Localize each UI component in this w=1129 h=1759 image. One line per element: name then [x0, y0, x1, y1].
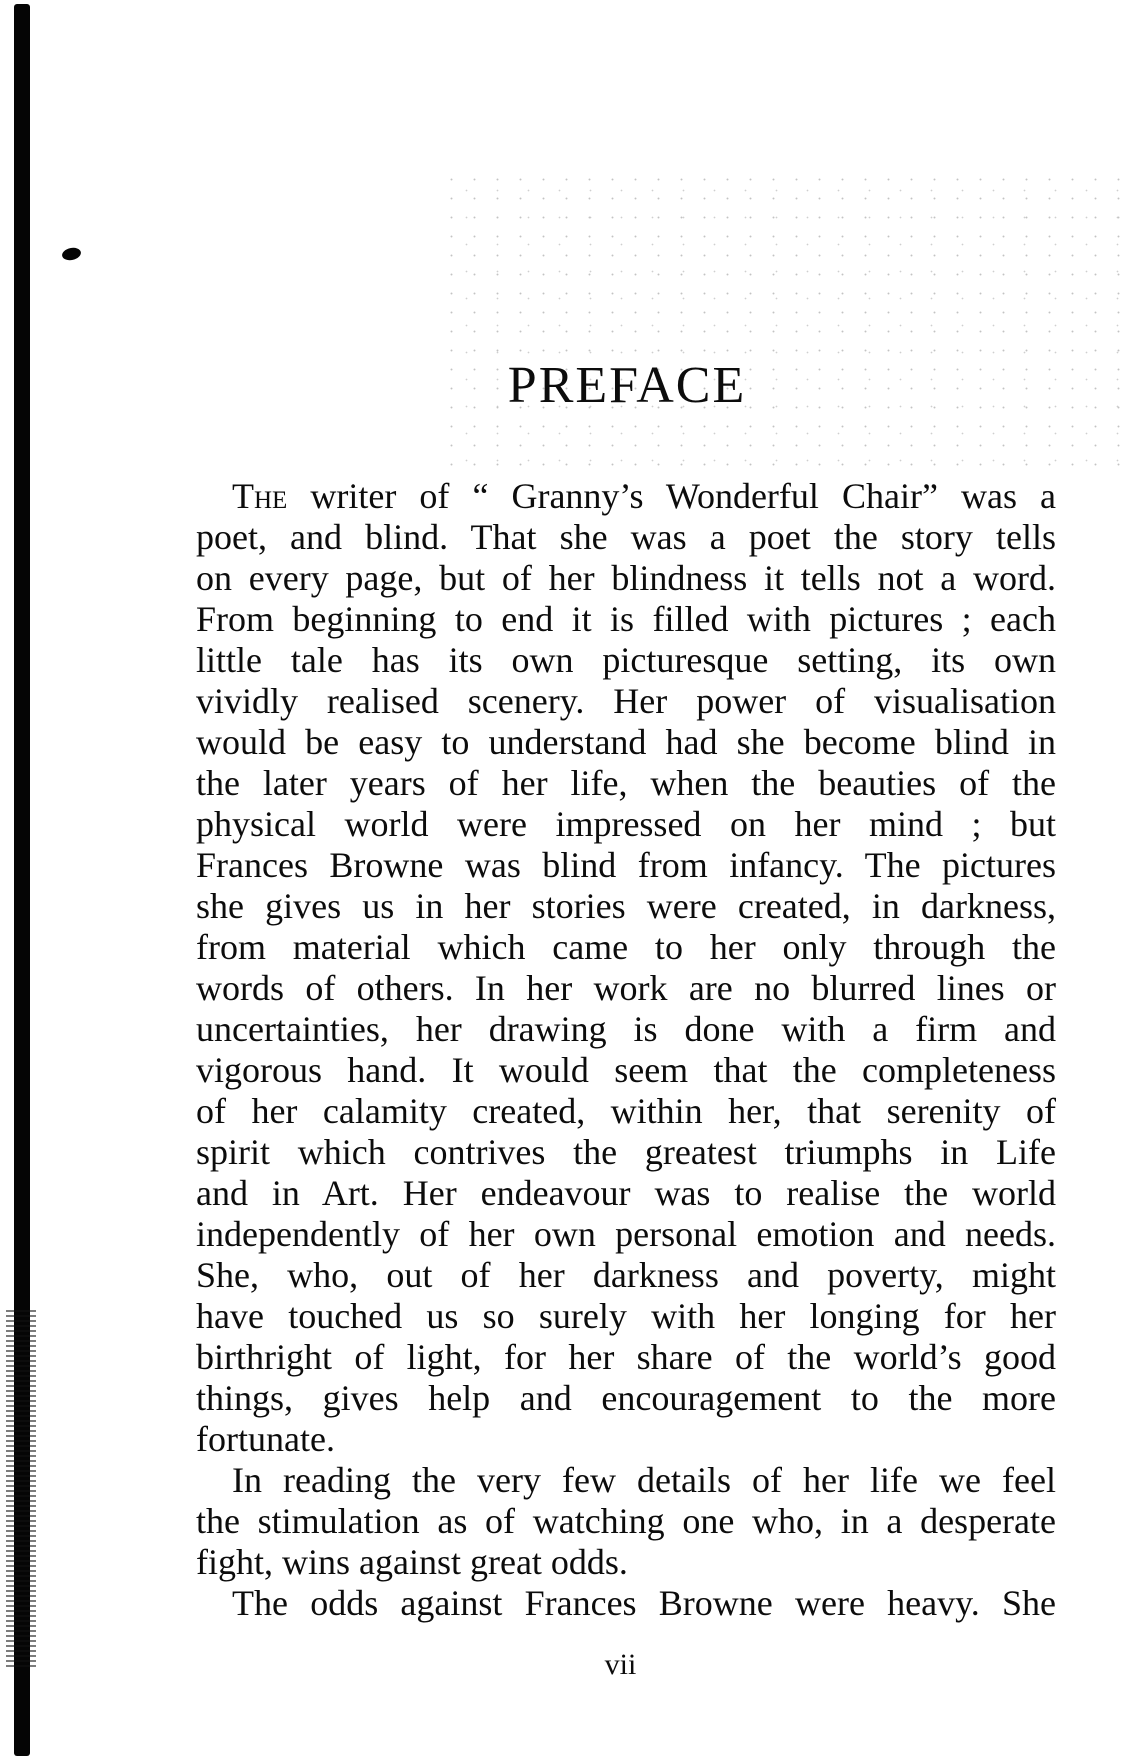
- text-line: spirit which contrives the greatest triumphs in Life: [196, 1132, 1056, 1172]
- preface-body: [196, 476, 1056, 1624]
- text-line: of her calamity created, within her, that serenity of: [196, 1091, 1056, 1131]
- text-line: In reading the very few details of her life we feel: [232, 1460, 1056, 1500]
- page-number: vii: [604, 1648, 637, 1681]
- text-line: and in Art. Her endeavour was to realise the world: [196, 1173, 1056, 1213]
- binding-fray-marks: [6, 1310, 36, 1670]
- page-title: PREFACE: [507, 357, 747, 414]
- paragraph: [196, 1460, 1056, 1583]
- text-line: [196, 476, 1056, 517]
- text-line: would be easy to understand had she become blind in: [196, 722, 1056, 762]
- text-line: uncertainties, her drawing is done with a firm and: [196, 1009, 1056, 1049]
- paragraph: [196, 476, 1056, 1460]
- line-text: writer of “ Granny’s Wonderful Chair” was a: [287, 476, 1056, 516]
- paper-speckles: [440, 170, 1129, 470]
- text-line: the stimulation as of watching one who, in a desperate: [196, 1501, 1056, 1541]
- text-line: on every page, but of her blindness it tells not a word.: [196, 558, 1056, 598]
- text-line: from material which came to her only through the: [196, 927, 1056, 967]
- paragraph: [196, 1583, 1056, 1624]
- text-line: things, gives help and encouragement to the more: [196, 1378, 1056, 1418]
- text-line: the later years of her life, when the beauties of the: [196, 763, 1056, 803]
- text-line: The odds against Frances Browne were heavy. She: [232, 1583, 1056, 1623]
- text-line: have touched us so surely with her longing for her: [196, 1296, 1056, 1336]
- text-line: independently of her own personal emotion and needs.: [196, 1214, 1056, 1254]
- text-line: physical world were impressed on her mind ; but: [196, 804, 1056, 844]
- text-line: words of others. In her work are no blurred lines or: [196, 968, 1056, 1008]
- ink-blot: [61, 246, 82, 262]
- text-line: poet, and blind. That she was a poet the story tells: [196, 517, 1056, 557]
- text-line: birthright of light, for her share of the world’s good: [196, 1337, 1056, 1377]
- text-line: From beginning to end it is filled with pictures ; each: [196, 599, 1056, 639]
- text-line: She, who, out of her darkness and poverty, might: [196, 1255, 1056, 1295]
- text-line: she gives us in her stories were created, in darkness,: [196, 886, 1056, 926]
- text-line: fight, wins against great odds.: [196, 1542, 628, 1582]
- text-line: little tale has its own picturesque setting, its own: [196, 640, 1056, 680]
- text-line: vigorous hand. It would seem that the completeness: [196, 1050, 1056, 1090]
- text-line: fortunate.: [196, 1419, 335, 1459]
- small-caps-lead: The: [232, 476, 288, 516]
- text-line: vividly realised scenery. Her power of visualisation: [196, 681, 1056, 721]
- text-line: Frances Browne was blind from infancy. The pictures: [196, 845, 1056, 885]
